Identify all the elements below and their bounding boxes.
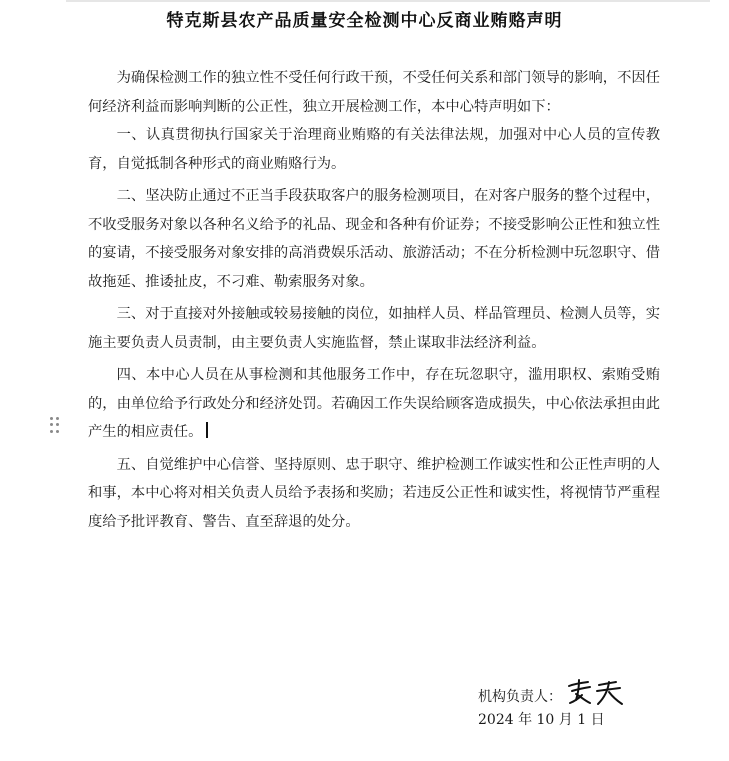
paragraph-intro[interactable]: 为确保检测工作的独立性不受任何行政干预，不受任何关系和部门领导的影响，不因任何经济利益而影响判断的公正性，独立开展检测工作，本中心特声明如下： [88, 70, 660, 115]
paragraph-clause-4[interactable] [88, 361, 660, 447]
signature-label: 机构负责人： [478, 689, 562, 705]
paragraph-clause-1[interactable]: 一、认真贯彻执行国家关于治理商业贿赂的有关法律法规，加强对中心人员的宣传教育，自觉抵制各种形式的商业贿赂行为。 [88, 127, 660, 172]
paragraph-clause-4-text: 四、本中心人员在从事检测和其他服务工作中，存在玩忽职守，滥用职权、索贿受贿的，由单位给予行政处分和经济处罚。若确因工作失误给顾客造成损失，中心依法承担由此产生的相应责任。 [88, 367, 660, 440]
paragraph-clause-2[interactable]: 二、坚决防止通过不正当手段获取客户的服务检测项目，在对客户服务的整个过程中，不收受服务对象以各种名义给予的礼品、现金和各种有价证券；不接受影响公正性和独立性的宴请，不接受服务对象安排的高消费娱乐活动、旅游活动；不在分析检测中玩忽职守、借故拖延、推诿扯皮，不刁难、勒索服务对象。 [88, 188, 660, 290]
drag-handle-icon[interactable] [50, 417, 60, 433]
handwritten-signature [566, 678, 626, 706]
header-divider [66, 0, 710, 2]
document-date: 2024 年 10 月 1 日 [478, 712, 605, 728]
paragraph-clause-3[interactable]: 三、对于直接对外接触或较易接触的岗位，如抽样人员、样品管理员、检测人员等，实施主要负责人员责制，由主要负责人实施监督，禁止谋取非法经济利益。 [88, 306, 660, 351]
signature-block [478, 678, 698, 729]
document-body[interactable] [88, 64, 660, 536]
text-cursor [206, 422, 208, 438]
document-title: 特克斯县农产品质量安全检测中心反商业贿赂声明 [166, 11, 563, 31]
paragraph-clause-5[interactable]: 五、自觉维护中心信誉、坚持原则、忠于职守、维护检测工作诚实性和公正性声明的人和事，本中心将对相关负责人员给予表扬和奖励；若违反公正性和诚实性，将视情节严重程度给予批评教育、警告、直至辞退的处分。 [88, 456, 660, 530]
